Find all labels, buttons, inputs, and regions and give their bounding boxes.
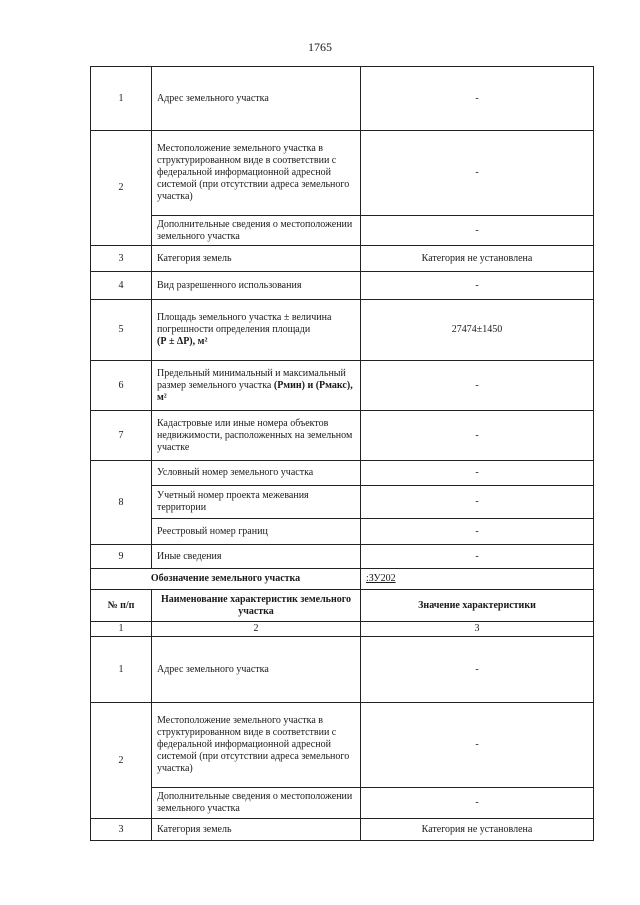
column-number: 2: [152, 622, 361, 637]
header-number: № п/п: [91, 590, 152, 622]
table-row: [91, 272, 594, 300]
characteristic-name: Реестровый номер границ: [152, 519, 361, 545]
characteristic-value: -: [361, 67, 594, 131]
characteristic-name: Категория земель: [152, 819, 361, 841]
header-value: Значение характеристики: [361, 590, 594, 622]
characteristic-value: Категория не установлена: [361, 819, 594, 841]
table-row: [91, 486, 594, 519]
designation-value-cell: [361, 569, 594, 590]
characteristic-value: -: [361, 486, 594, 519]
designation-row: [91, 569, 594, 590]
page-number: 1765: [308, 40, 332, 54]
row-number: 4: [91, 272, 152, 300]
characteristic-value: -: [361, 216, 594, 246]
characteristic-formula: (Рмин) и (Рмакс), м²: [157, 379, 353, 403]
header-row: [91, 590, 594, 622]
table-row: [91, 819, 594, 841]
table-row: [91, 703, 594, 788]
column-numbers-row: [91, 622, 594, 637]
characteristic-name: [152, 300, 361, 361]
characteristic-name: Кадастровые или иные номера объектов недвижимости, расположенных на земельном участке: [152, 411, 361, 461]
row-number: 3: [91, 246, 152, 272]
table-row: [91, 131, 594, 216]
characteristic-value: -: [361, 411, 594, 461]
characteristic-value: -: [361, 788, 594, 819]
characteristic-value: -: [361, 703, 594, 788]
column-number: 3: [361, 622, 594, 637]
header-name: Наименование характеристик земельного участка: [152, 590, 361, 622]
table-row: [91, 545, 594, 569]
characteristic-value: -: [361, 131, 594, 216]
table-row: [91, 246, 594, 272]
row-number: 8: [91, 461, 152, 545]
row-number: 2: [91, 703, 152, 819]
row-number: 9: [91, 545, 152, 569]
table-row: [91, 461, 594, 486]
designation-value: :ЗУ202: [366, 573, 396, 584]
characteristic-value: Категория не установлена: [361, 246, 594, 272]
characteristic-name: Адрес земельного участка: [152, 637, 361, 703]
table-row: [91, 519, 594, 545]
characteristic-name: Вид разрешенного использования: [152, 272, 361, 300]
row-number: 5: [91, 300, 152, 361]
characteristic-name: Местоположение земельного участка в структурированном виде в соответствии с федеральной информационной адресной системой (при отсутствии адреса земельного участка): [152, 703, 361, 788]
characteristic-value: -: [361, 637, 594, 703]
row-number: 3: [91, 819, 152, 841]
table-row: [91, 67, 594, 131]
table-row: [91, 411, 594, 461]
characteristic-name: Адрес земельного участка: [152, 67, 361, 131]
characteristic-formula: (Р ± ΔР), м²: [157, 336, 208, 347]
row-number: 7: [91, 411, 152, 461]
characteristic-name: Дополнительные сведения о местоположении земельного участка: [152, 788, 361, 819]
characteristic-name: Категория земель: [152, 246, 361, 272]
row-number: 2: [91, 131, 152, 246]
table-row: [91, 788, 594, 819]
table-row: [91, 300, 594, 361]
characteristic-value: -: [361, 461, 594, 486]
characteristic-value: -: [361, 545, 594, 569]
row-number: 1: [91, 637, 152, 703]
characteristic-name: Местоположение земельного участка в структурированном виде в соответствии с федеральной информационной адресной системой (при отсутствии адреса земельного участка): [152, 131, 361, 216]
characteristic-name: Дополнительные сведения о местоположении земельного участка: [152, 216, 361, 246]
characteristic-name: Иные сведения: [152, 545, 361, 569]
characteristic-name: [152, 361, 361, 411]
row-number: 6: [91, 361, 152, 411]
table-row: [91, 637, 594, 703]
characteristic-name-text: Предельный минимальный и максимальный размер земельного участка: [157, 367, 346, 391]
characteristic-value: -: [361, 361, 594, 411]
characteristic-value: -: [361, 519, 594, 545]
land-plot-table: [90, 66, 594, 841]
characteristic-value: 27474±1450: [361, 300, 594, 361]
characteristic-name: Условный номер земельного участка: [152, 461, 361, 486]
table-row: [91, 216, 594, 246]
designation-label: Обозначение земельного участка: [91, 569, 361, 590]
characteristic-name-text: Площадь земельного участка ± величина погрешности определения площади: [157, 312, 332, 335]
characteristic-value: -: [361, 272, 594, 300]
column-number: 1: [91, 622, 152, 637]
table-row: [91, 361, 594, 411]
characteristic-name: Учетный номер проекта межевания территории: [152, 486, 361, 519]
row-number: 1: [91, 67, 152, 131]
